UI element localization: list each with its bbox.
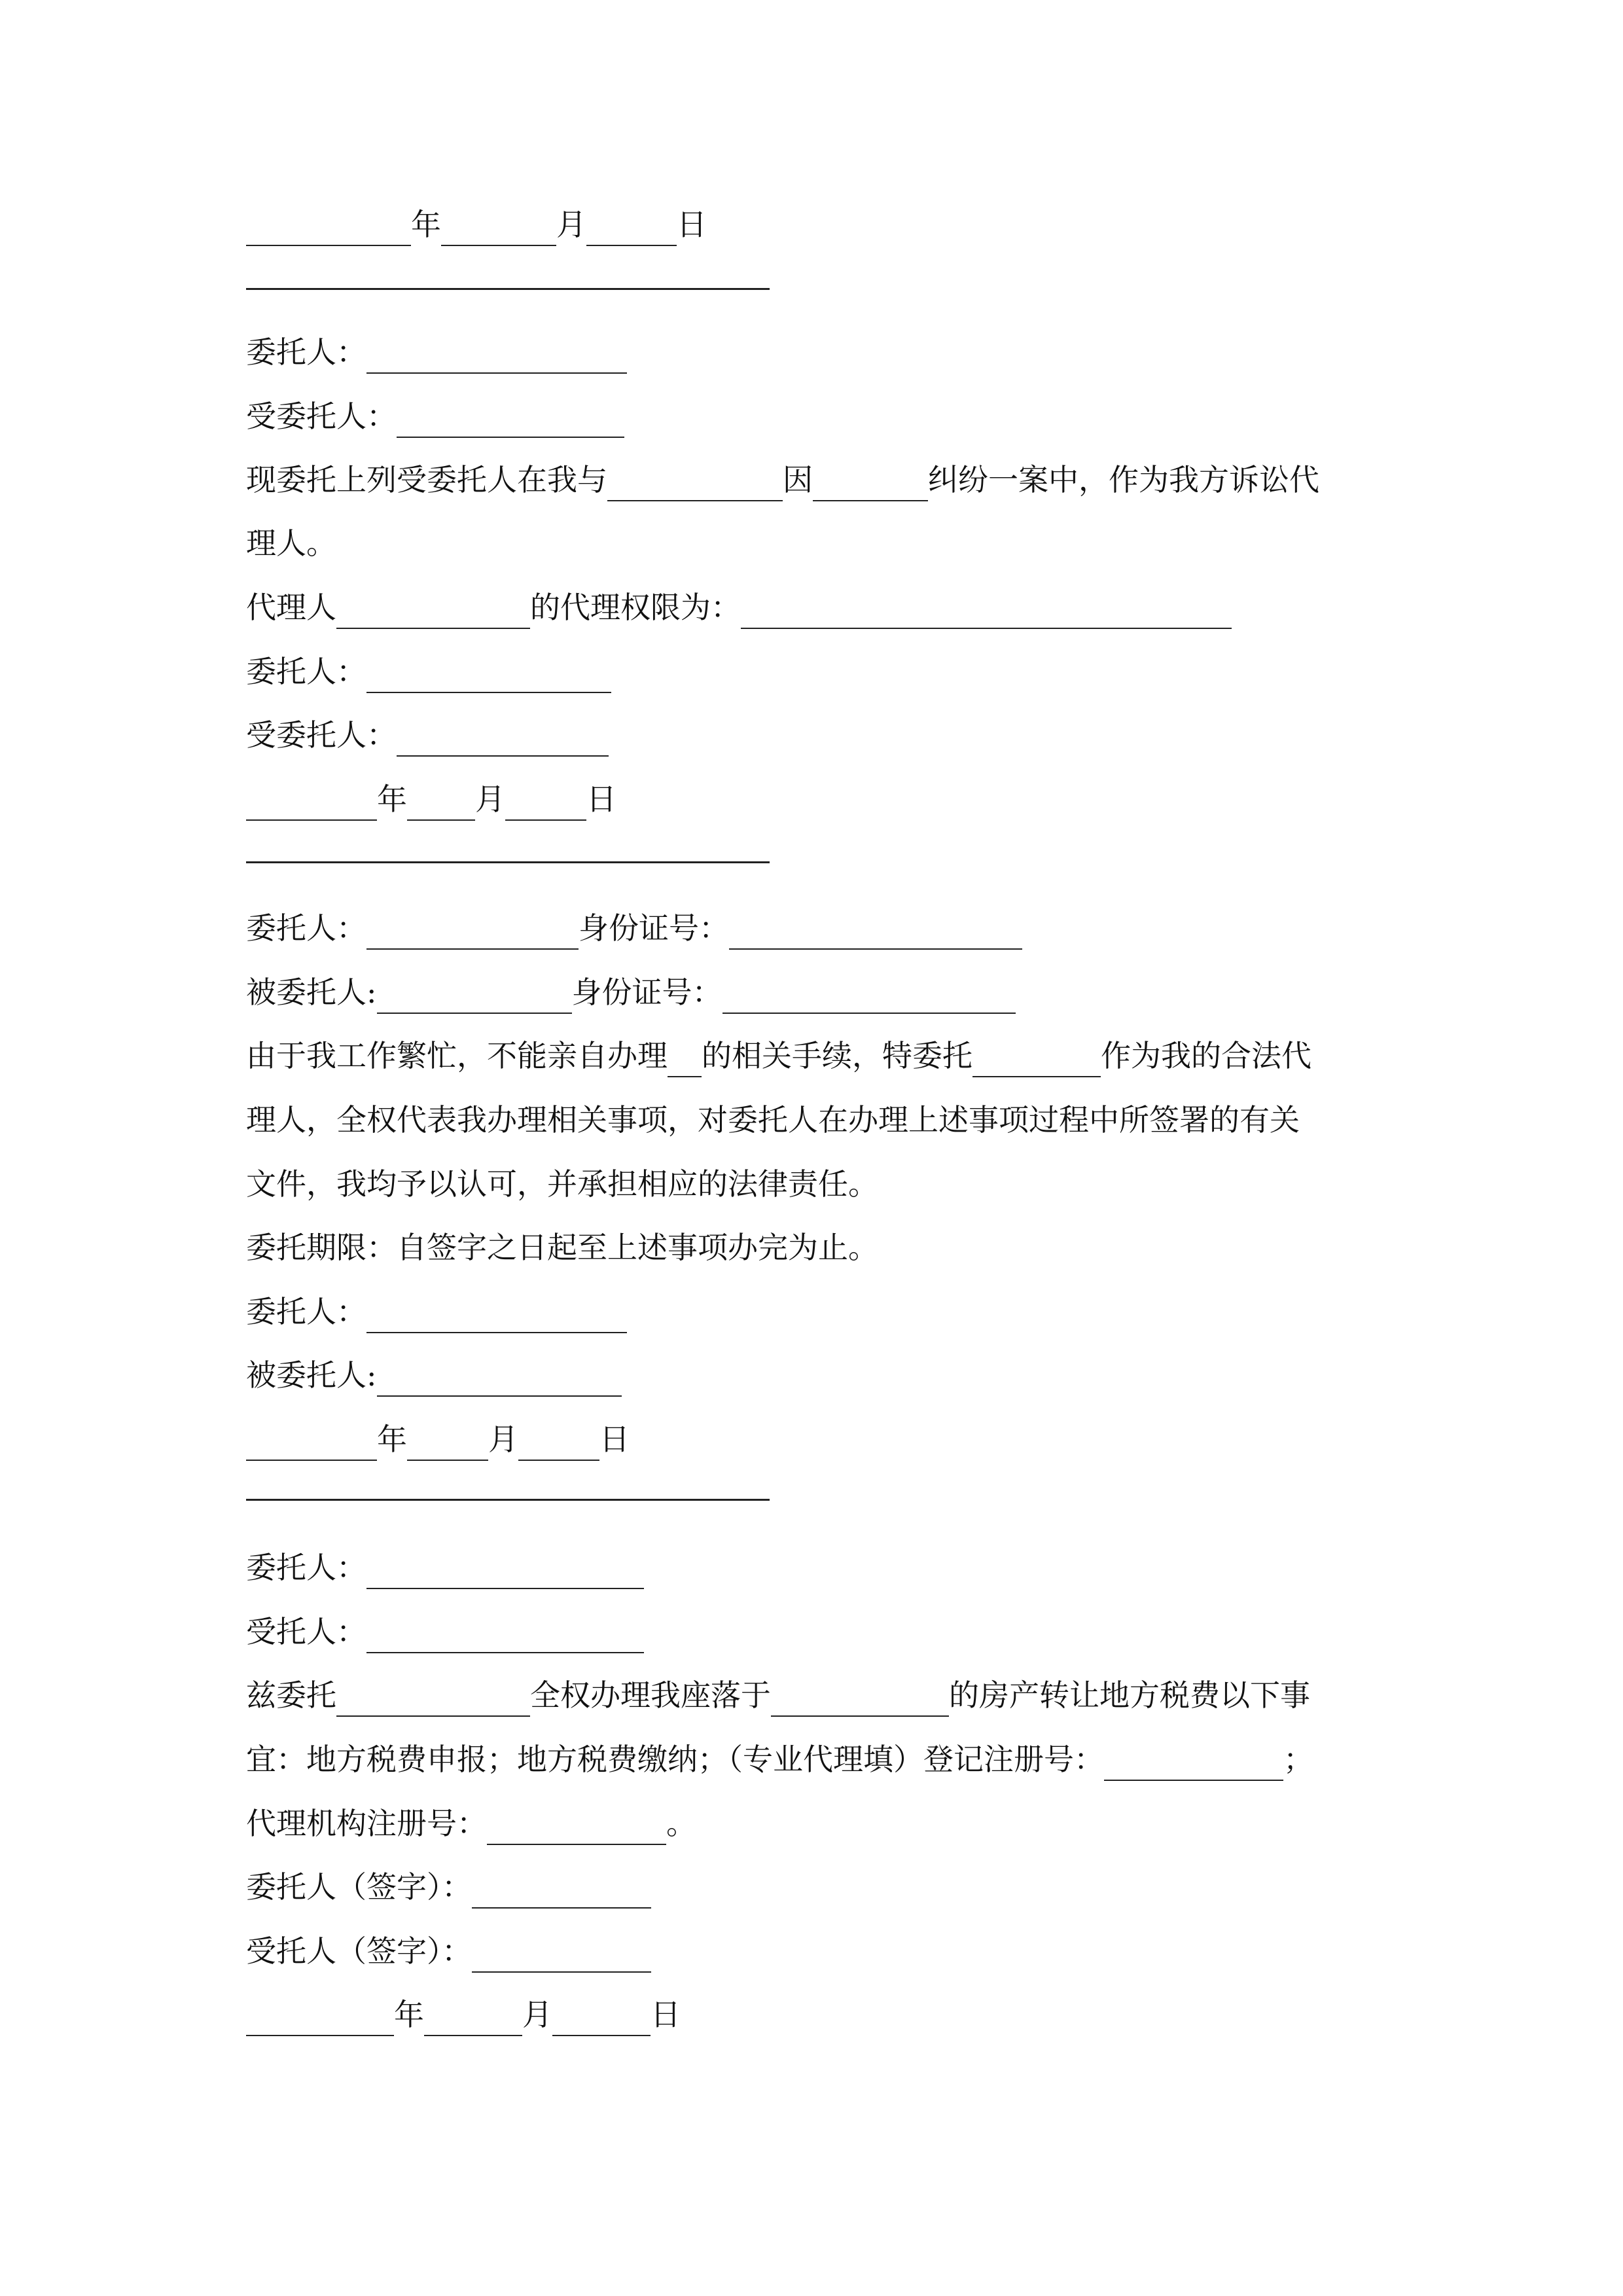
day-blank[interactable] <box>552 2001 651 2036</box>
matter-blank[interactable] <box>668 1042 702 1077</box>
agent-label: 受委托人： <box>246 399 397 434</box>
principal-sign-label: 委托人（签字）： <box>246 1869 472 1905</box>
agent-name-blank[interactable] <box>336 594 530 629</box>
year-label: 年 <box>377 1422 407 1457</box>
agent-blank[interactable] <box>397 403 624 438</box>
year-blank[interactable] <box>246 785 377 821</box>
dispute-blank[interactable] <box>813 466 928 501</box>
agent-line <box>246 713 609 757</box>
year-label: 年 <box>411 207 441 242</box>
principal-blank[interactable] <box>366 914 579 950</box>
body-text: 现委托上列受委托人在我与 <box>246 462 607 497</box>
body-text: 的代理权限为： <box>530 590 741 625</box>
body-text: 理人。 <box>246 526 336 561</box>
principal-label: 委托人： <box>246 1550 366 1585</box>
body-line <box>246 458 1319 501</box>
principal-id-line <box>246 906 1022 950</box>
day-label: 日 <box>677 207 707 242</box>
agent-blank[interactable] <box>366 1618 644 1653</box>
principal-blank[interactable] <box>366 1298 627 1333</box>
principal-blank[interactable] <box>366 338 627 374</box>
month-blank[interactable] <box>441 211 556 246</box>
day-label: 日 <box>651 1997 681 2032</box>
section-divider <box>246 1499 770 1501</box>
id-label: 身份证号： <box>579 910 729 946</box>
agent-label: 被委托人: <box>246 975 377 1010</box>
agent-id-line <box>246 971 1016 1014</box>
day-label: 日 <box>586 781 616 817</box>
term-line <box>246 1226 878 1269</box>
agent-name-blank[interactable] <box>972 1042 1101 1077</box>
month-label: 月 <box>522 1997 552 2032</box>
principal-line <box>246 650 611 693</box>
body-line <box>246 1802 696 1845</box>
principal-line <box>246 1546 644 1589</box>
body-text: 的相关手续，特委托 <box>702 1038 972 1073</box>
body-text: 纠纷一案中，作为我方诉讼代 <box>928 462 1319 497</box>
day-label: 日 <box>599 1422 630 1457</box>
date-line-1 <box>246 203 707 246</box>
day-blank[interactable] <box>505 785 586 821</box>
principal-label: 委托人： <box>246 654 366 689</box>
agent-name-blank[interactable] <box>336 1681 530 1717</box>
agent-blank[interactable] <box>377 1361 622 1397</box>
body-line <box>246 1674 1310 1717</box>
agent-label: 被委托人: <box>246 1357 377 1393</box>
id-number-blank[interactable] <box>722 978 1016 1014</box>
agent-line <box>246 1610 644 1653</box>
section-divider <box>246 288 770 290</box>
month-label: 月 <box>556 207 586 242</box>
month-blank[interactable] <box>424 2001 522 2036</box>
body-text: 理人，全权代表我办理相关事项，对委托人在办理上述事项过程中所签署的有关 <box>246 1102 1300 1138</box>
principal-sign-line <box>246 1865 651 1909</box>
body-text: 的房产转让地方税费以下事 <box>949 1677 1310 1713</box>
year-blank[interactable] <box>246 2001 394 2036</box>
agent-label: 受委托人： <box>246 717 397 753</box>
body-text: 由于我工作繁忙，不能亲自办理 <box>246 1038 668 1073</box>
principal-blank[interactable] <box>366 1554 644 1589</box>
body-text: 宜：地方税费申报；地方税费缴纳；（专业代理填）登记注册号： <box>246 1742 1104 1777</box>
month-label: 月 <box>488 1422 518 1457</box>
body-line <box>246 1034 1311 1077</box>
date-line-3 <box>246 1418 630 1461</box>
section-divider <box>246 861 770 863</box>
agent-label: 受托人： <box>246 1614 366 1649</box>
body-line <box>246 1162 878 1206</box>
date-line-4 <box>246 1993 681 2036</box>
body-text: 全权办理我座落于 <box>530 1677 771 1713</box>
body-text: 因 <box>783 462 813 497</box>
principal-label: 委托人： <box>246 1294 366 1329</box>
month-blank[interactable] <box>407 1426 488 1461</box>
year-label: 年 <box>394 1997 424 2032</box>
date-line-2 <box>246 778 616 821</box>
year-label: 年 <box>377 781 407 817</box>
agent-sign-line <box>246 1929 651 1973</box>
registration-number-blank[interactable] <box>1104 1746 1283 1781</box>
body-text: ； <box>1283 1742 1313 1777</box>
body-text: 代理人 <box>246 590 336 625</box>
month-label: 月 <box>475 781 505 817</box>
body-text: 代理机构注册号： <box>246 1806 487 1841</box>
body-line <box>246 522 336 565</box>
agent-blank[interactable] <box>397 721 609 757</box>
principal-label: 委托人： <box>246 910 366 946</box>
scope-line <box>246 586 1232 629</box>
month-blank[interactable] <box>407 785 475 821</box>
principal-line <box>246 1290 627 1333</box>
scope-blank[interactable] <box>741 594 1232 629</box>
day-blank[interactable] <box>518 1426 599 1461</box>
agent-signature-blank[interactable] <box>472 1937 651 1973</box>
body-text: 作为我的合法代 <box>1101 1038 1311 1073</box>
id-number-blank[interactable] <box>729 914 1022 950</box>
party-blank[interactable] <box>607 466 783 501</box>
year-blank[interactable] <box>246 1426 377 1461</box>
body-line <box>246 1098 1300 1141</box>
agent-sign-label: 受托人（签字）： <box>246 1933 472 1969</box>
property-location-blank[interactable] <box>771 1681 949 1717</box>
year-blank[interactable] <box>246 211 411 246</box>
body-text: 委托期限：自签字之日起至上述事项办完为止。 <box>246 1230 878 1265</box>
body-text: 兹委托 <box>246 1677 336 1713</box>
day-blank[interactable] <box>586 211 677 246</box>
principal-signature-blank[interactable] <box>472 1873 651 1909</box>
body-text: 。 <box>666 1806 696 1841</box>
agency-number-blank[interactable] <box>487 1810 666 1845</box>
id-label: 身份证号： <box>571 975 722 1010</box>
principal-label: 委托人： <box>246 334 366 370</box>
principal-line <box>246 331 627 374</box>
principal-blank[interactable] <box>366 658 611 693</box>
agent-line <box>246 1354 622 1397</box>
agent-line <box>246 395 624 438</box>
body-text: 文件，我均予以认可，并承担相应的法律责任。 <box>246 1166 878 1202</box>
body-line <box>246 1738 1313 1781</box>
agent-blank[interactable] <box>377 978 572 1014</box>
